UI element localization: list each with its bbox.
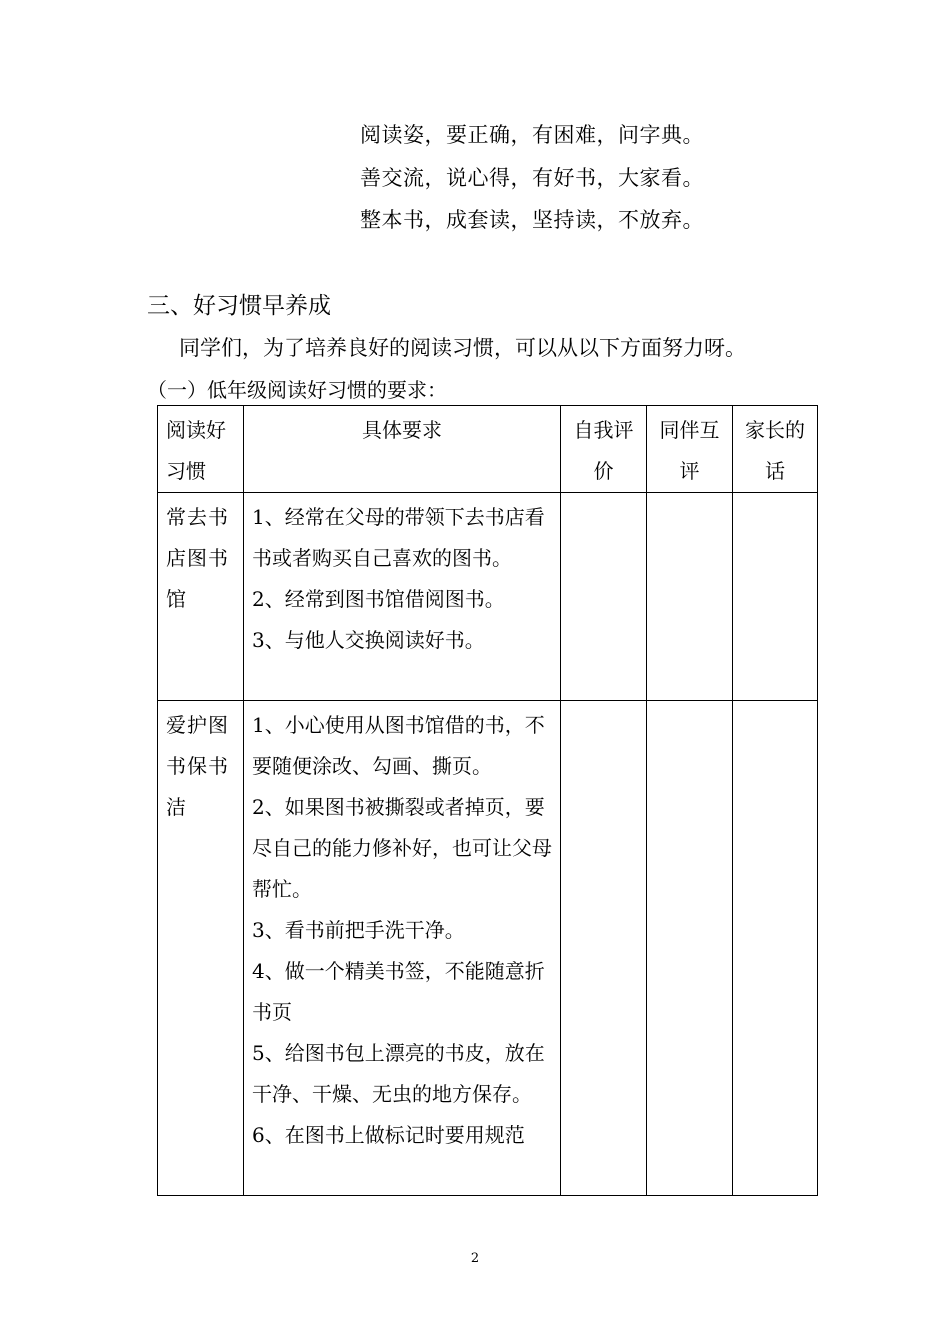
header-self-evaluation: 自我评价: [561, 406, 647, 493]
requirement-item: 3、看书前把手洗干净。: [252, 918, 465, 942]
self-evaluation-cell[interactable]: [561, 493, 647, 701]
header-requirements: 具体要求: [244, 406, 561, 493]
requirement-item: 1、经常在父母的带领下去书店看书或者购买自己喜欢的图书。: [252, 505, 545, 570]
section-heading: 三、好习惯早养成: [147, 293, 331, 319]
peer-evaluation-cell[interactable]: [647, 493, 733, 701]
table-row: [158, 701, 818, 1196]
habit-cell: 常去书店图书馆: [158, 493, 244, 701]
table-row: [158, 493, 818, 701]
requirement-item: 5、给图书包上漂亮的书皮，放在干净、干燥、无虫的地方保存。: [252, 1041, 545, 1106]
header-peer-evaluation: 同伴互评: [647, 406, 733, 493]
header-habit: 阅读好习惯: [158, 406, 244, 493]
requirements-cell: [244, 701, 561, 1196]
requirement-item: 4、做一个精美书签，不能随意折书页: [252, 959, 545, 1024]
poem-line-3: 整本书，成套读，坚持读，不放弃。: [360, 208, 704, 232]
poem-line-2: 善交流，说心得，有好书，大家看。: [360, 166, 704, 190]
intro-paragraph: 同学们，为了培养良好的阅读习惯，可以从以下方面努力呀。: [179, 336, 746, 360]
parent-comments-cell[interactable]: [733, 493, 818, 701]
requirement-item: 2、如果图书被撕裂或者掉页，要尽自己的能力修补好，也可让父母帮忙。: [252, 795, 552, 901]
header-parent-comments: 家长的话: [733, 406, 818, 493]
parent-comments-cell[interactable]: [733, 701, 818, 1196]
poem-line-1: 阅读姿，要正确，有困难，问字典。: [360, 123, 704, 147]
table-subheading: （一）低年级阅读好习惯的要求：: [147, 378, 447, 402]
page-number: 2: [470, 1251, 480, 1266]
reading-habits-table: [157, 405, 818, 1196]
table-header-row: [158, 406, 818, 493]
habit-cell: 爱护图书保书洁: [158, 701, 244, 1196]
self-evaluation-cell[interactable]: [561, 701, 647, 1196]
peer-evaluation-cell[interactable]: [647, 701, 733, 1196]
requirement-item: 6、在图书上做标记时要用规范: [252, 1123, 525, 1147]
requirement-item: 1、小心使用从图书馆借的书，不要随便涂改、勾画、撕页。: [252, 713, 545, 778]
requirement-item: 3、与他人交换阅读好书。: [252, 628, 485, 652]
requirements-cell: [244, 493, 561, 701]
requirement-item: 2、经常到图书馆借阅图书。: [252, 587, 505, 611]
